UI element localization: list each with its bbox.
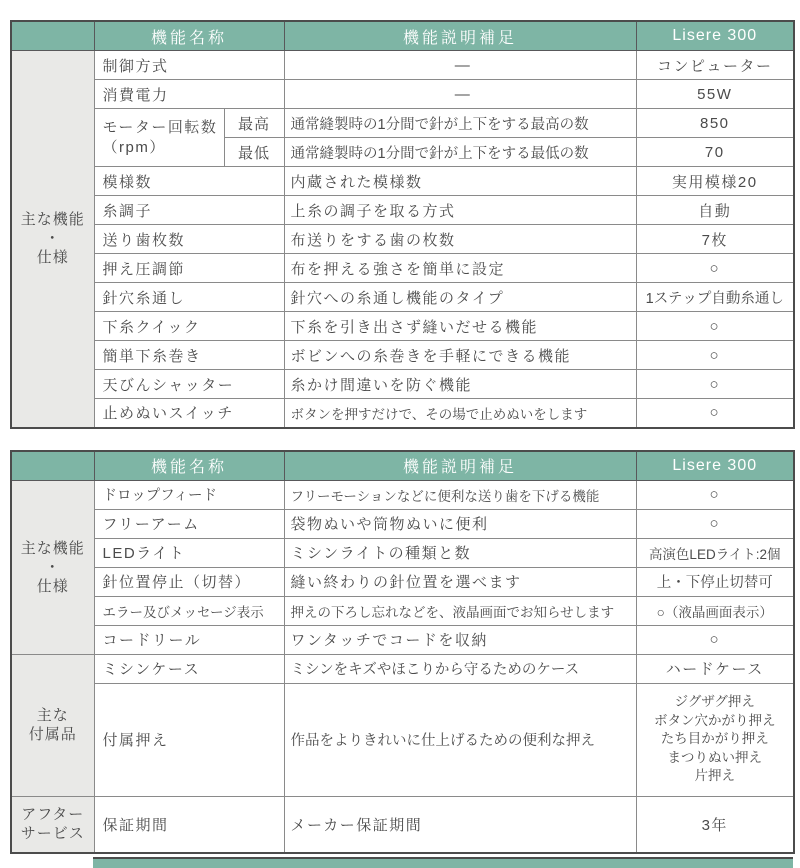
table-row bbox=[11, 538, 794, 567]
group-label-cell bbox=[11, 51, 94, 428]
row-name-cell: エラー及びメッセージ表示 bbox=[94, 596, 284, 625]
row-desc-cell: 作品をよりきれいに仕上げるための便利な押え bbox=[284, 683, 636, 796]
row-name-cell: 送り歯枚数 bbox=[94, 225, 284, 254]
row-value-cell: コンピューター bbox=[636, 51, 794, 80]
row-name-cell: 糸調子 bbox=[94, 196, 284, 225]
row-value-cell: ○ bbox=[636, 254, 794, 283]
accessory-item: たち目かがり押え bbox=[660, 731, 769, 747]
header-function-name: 機能名称 bbox=[94, 451, 284, 481]
row-name-cell: 天びんシャッター bbox=[94, 370, 284, 399]
row-value-cell bbox=[636, 683, 794, 796]
header-description: 機能説明補足 bbox=[284, 21, 636, 51]
row-desc-cell: — bbox=[284, 80, 636, 109]
row-desc-cell: 通常縫製時の1分間で針が上下をする最低の数 bbox=[284, 138, 636, 167]
row-value-cell: 3年 bbox=[636, 796, 794, 853]
table-row bbox=[11, 283, 794, 312]
table-row bbox=[11, 683, 794, 796]
table-row bbox=[11, 225, 794, 254]
row-name-cell: 押え圧調節 bbox=[94, 254, 284, 283]
row-desc-cell: 針穴への糸通し機能のタイプ bbox=[284, 283, 636, 312]
header-model: Lisere 300 bbox=[636, 21, 794, 51]
row-desc-cell: 糸かけ間違いを防ぐ機能 bbox=[284, 370, 636, 399]
group-label-line: ・ bbox=[44, 230, 61, 248]
group-label-cell bbox=[11, 796, 94, 853]
row-desc-cell: ボビンへの糸巻きを手軽にできる機能 bbox=[284, 341, 636, 370]
table2-header-row bbox=[11, 451, 794, 481]
table-row bbox=[11, 509, 794, 538]
row-value-cell: 上・下停止切替可 bbox=[636, 567, 794, 596]
table-row bbox=[11, 370, 794, 399]
table1-header-row bbox=[11, 21, 794, 51]
header-corner-cell bbox=[11, 451, 94, 481]
row-value-cell: ○ bbox=[636, 370, 794, 399]
row-desc-cell: 袋物ぬいや筒物ぬいに便利 bbox=[284, 509, 636, 538]
table-row bbox=[11, 312, 794, 341]
group-label-cell bbox=[11, 480, 94, 654]
table-row bbox=[11, 399, 794, 428]
row-desc-cell: フリーモーションなどに便利な送り歯を下げる機能 bbox=[284, 480, 636, 509]
row-value-cell: ○ bbox=[636, 399, 794, 428]
group-label-cell bbox=[11, 654, 94, 796]
table-row bbox=[11, 596, 794, 625]
row-desc-cell: 布を押える強さを簡単に設定 bbox=[284, 254, 636, 283]
row-name-cell: 消費電力 bbox=[94, 80, 284, 109]
row-value-cell: 自動 bbox=[636, 196, 794, 225]
row-sub-cell: 最低 bbox=[224, 138, 284, 167]
group-label-line: 仕様 bbox=[36, 249, 69, 267]
table-row bbox=[11, 51, 794, 80]
row-desc-cell: ボタンを押すだけで、その場で止めぬいをします bbox=[284, 399, 636, 428]
row-value-cell: 70 bbox=[636, 138, 794, 167]
table-row bbox=[11, 480, 794, 509]
row-name-cell: 簡単下糸巻き bbox=[94, 341, 284, 370]
accessory-item: ジグザグ押え bbox=[674, 694, 755, 710]
row-name-cell: ミシンケース bbox=[94, 654, 284, 683]
row-value-cell: 850 bbox=[636, 109, 794, 138]
table-row bbox=[11, 196, 794, 225]
row-value-cell: ○ bbox=[636, 341, 794, 370]
table-row bbox=[11, 254, 794, 283]
group-label-line: アフター bbox=[21, 806, 85, 824]
row-desc-cell: ミシンをキズやほこりから守るためのケース bbox=[284, 654, 636, 683]
group-label-line: サービス bbox=[20, 825, 85, 843]
row-name-cell bbox=[94, 109, 224, 167]
row-name-cell: 付属押え bbox=[94, 683, 284, 796]
group-label-line: 主な bbox=[36, 707, 69, 724]
row-name-cell: 制御方式 bbox=[94, 51, 284, 80]
table-row bbox=[11, 567, 794, 596]
row-name-cell: フリーアーム bbox=[94, 509, 284, 538]
table-row bbox=[11, 654, 794, 683]
row-value-cell: 1ステップ自動糸通し bbox=[636, 283, 794, 312]
row-name-cell: ドロップフィード bbox=[94, 480, 284, 509]
row-value-cell: ○ bbox=[636, 312, 794, 341]
row-name-cell: LEDライト bbox=[94, 538, 284, 567]
row-sub-cell: 最高 bbox=[224, 109, 284, 138]
row-desc-cell: 布送りをする歯の枚数 bbox=[284, 225, 636, 254]
table-row bbox=[11, 625, 794, 654]
header-corner-cell bbox=[11, 21, 94, 51]
table-row bbox=[11, 167, 794, 196]
row-desc-cell: 下糸を引き出さず縫いだせる機能 bbox=[284, 312, 636, 341]
row-name-cell: 下糸クイック bbox=[94, 312, 284, 341]
row-desc-cell: 通常縫製時の1分間で針が上下をする最高の数 bbox=[284, 109, 636, 138]
group-label-line: 主な機能 bbox=[20, 211, 85, 229]
header-description: 機能説明補足 bbox=[284, 451, 636, 481]
group-label-line: 付属品 bbox=[28, 726, 77, 743]
row-desc-cell: 上糸の調子を取る方式 bbox=[284, 196, 636, 225]
row-value-cell: ハードケース bbox=[636, 654, 794, 683]
row-desc-cell: — bbox=[284, 51, 636, 80]
row-value-cell: 高演色LEDライト:2個 bbox=[636, 538, 794, 567]
row-value-cell: ○ bbox=[636, 480, 794, 509]
row-name-cell: コードリール bbox=[94, 625, 284, 654]
header-model: Lisere 300 bbox=[636, 451, 794, 481]
row-value-cell: ○ bbox=[636, 509, 794, 538]
row-name-cell: 針位置停止（切替） bbox=[94, 567, 284, 596]
row-value-cell: 55W bbox=[636, 80, 794, 109]
spec-table-1 bbox=[10, 20, 795, 429]
accessory-item: まつりぬい押え bbox=[667, 749, 762, 765]
spec-table-2 bbox=[10, 450, 795, 855]
row-name-cell: 保証期間 bbox=[94, 796, 284, 853]
row-desc-cell: ミシンライトの種類と数 bbox=[284, 538, 636, 567]
row-value-cell: ○（液晶画面表示） bbox=[636, 596, 794, 625]
group-label-line: 主な機能 bbox=[20, 539, 85, 557]
row-name-line: モーター回転数 bbox=[102, 118, 218, 136]
row-desc-cell: 縫い終わりの針位置を選べます bbox=[284, 567, 636, 596]
table-row bbox=[11, 796, 794, 853]
cropped-next-table-header bbox=[93, 857, 793, 868]
table-row bbox=[11, 341, 794, 370]
header-function-name: 機能名称 bbox=[94, 21, 284, 51]
row-name-cell: 針穴糸通し bbox=[94, 283, 284, 312]
table-row bbox=[11, 80, 794, 109]
row-desc-cell: 内蔵された模様数 bbox=[284, 167, 636, 196]
accessory-item: ボタン穴かがり押え bbox=[654, 712, 776, 728]
row-name-line: （rpm） bbox=[102, 138, 166, 156]
row-desc-cell: 押えの下ろし忘れなどを、液晶画面でお知らせします bbox=[284, 596, 636, 625]
table-row bbox=[11, 109, 794, 138]
group-label-line: 仕様 bbox=[36, 577, 69, 595]
row-name-cell: 止めぬいスイッチ bbox=[94, 399, 284, 428]
row-value-cell: ○ bbox=[636, 625, 794, 654]
row-value-cell: 7枚 bbox=[636, 225, 794, 254]
row-value-cell: 実用模様20 bbox=[636, 167, 794, 196]
group-label-line: ・ bbox=[44, 558, 61, 576]
row-desc-cell: ワンタッチでコードを収納 bbox=[284, 625, 636, 654]
row-desc-cell: メーカー保証期間 bbox=[284, 796, 636, 853]
row-name-cell: 模様数 bbox=[94, 167, 284, 196]
accessory-item: 片押え bbox=[694, 768, 735, 784]
